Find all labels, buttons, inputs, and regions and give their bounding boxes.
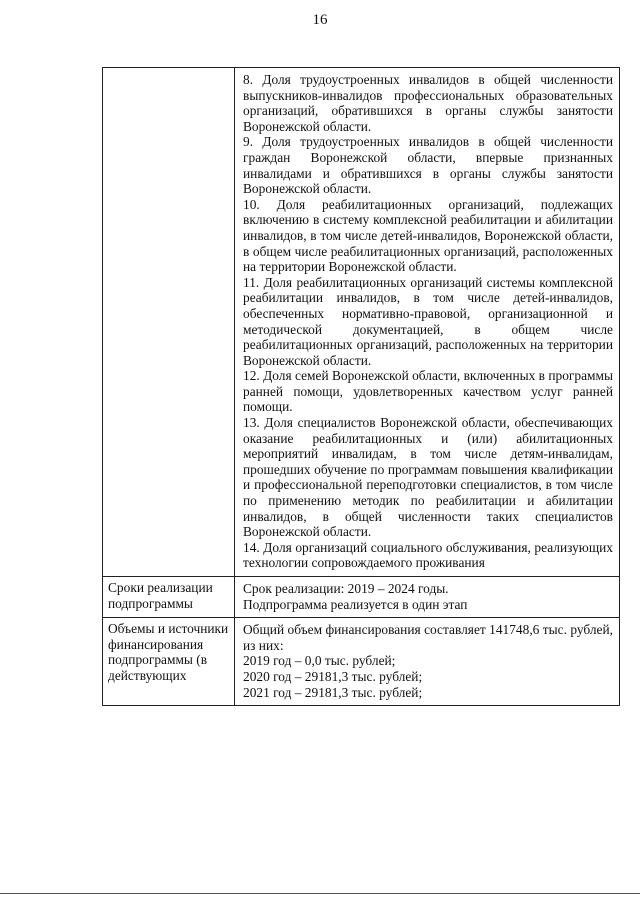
terms-cell [235,577,620,618]
funding-line: Общий объем финансирования составляет 141748,6 тыс. рублей, из них: [243,622,613,653]
table-row-indicators [103,68,620,577]
terms-line: Срок реализации: 2019 – 2024 годы. [243,581,449,596]
indicator-item: 12. Доля семей Воронежской области, включенных в программы ранней помощи, удовлетворенных качеством услуг ранней помощи. [243,368,613,415]
terms-line: Подпрограмма реализуется в один этап [243,596,468,612]
indicator-item: 8. Доля трудоустроенных инвалидов в общей численности выпускников-инвалидов профессиональных образовательных организаций, обратившихся в органы службы занятости Воронежской области. [243,72,613,134]
indicator-item: 13. Доля специалистов Воронежской области, обеспечивающих оказание реабилитационных и (или) абилитационных мероприятий инвалидам, в том числе детям-инвалидам, прошедших обучение по программам повышения квалификации и профессиональной переподготовки специалистов, в том числе по применению методик по реабилитации и абилитации инвалидов, в общей численности таких специалистов Воронежской области. [243,415,613,540]
indicator-item: 11. Доля реабилитационных организаций системы комплексной реабилитации инвалидов, в том числе детей-инвалидов, обеспеченных нормативно-правовой, организационной и методической документацией, в общем числе реабилитационных организаций, расположенных на территории Воронежской области. [243,274,613,368]
funding-line: 2020 год – 29181,3 тыс. рублей; [243,668,423,684]
row-label [103,68,235,577]
row-label: Объемы и источники финансирования подпрограммы (в действующих [103,618,235,706]
funding-line: 2019 год – 0,0 тыс. рублей; [243,653,396,669]
page-number: 16 [312,12,328,28]
indicators-cell [235,68,620,577]
passport-table [102,67,620,706]
funding-cell [235,618,620,706]
row-label: Сроки реализации подпрограммы [103,577,235,618]
table-row-funding [103,618,620,706]
indicator-item: 9. Доля трудоустроенных инвалидов в общей численности граждан Воронежской области, впервые признанных инвалидами и обратившихся в органы службы занятости Воронежской области. [243,134,613,197]
page-bottom-rule [0,893,640,894]
indicator-item: 14. Доля организаций социального обслуживания, реализующих технологии сопровождаемого проживания [243,539,613,571]
funding-line: 2021 год – 29181,3 тыс. рублей; [243,684,423,700]
table-row-terms [103,577,620,618]
indicator-item: 10. Доля реабилитационных организаций, подлежащих включению в систему комплексной реабилитации и абилитации инвалидов, в том числе детей-инвалидов, Воронежской области, в общем числе реабилитационных организаций, расположенных на территории Воронежской области. [243,196,613,275]
